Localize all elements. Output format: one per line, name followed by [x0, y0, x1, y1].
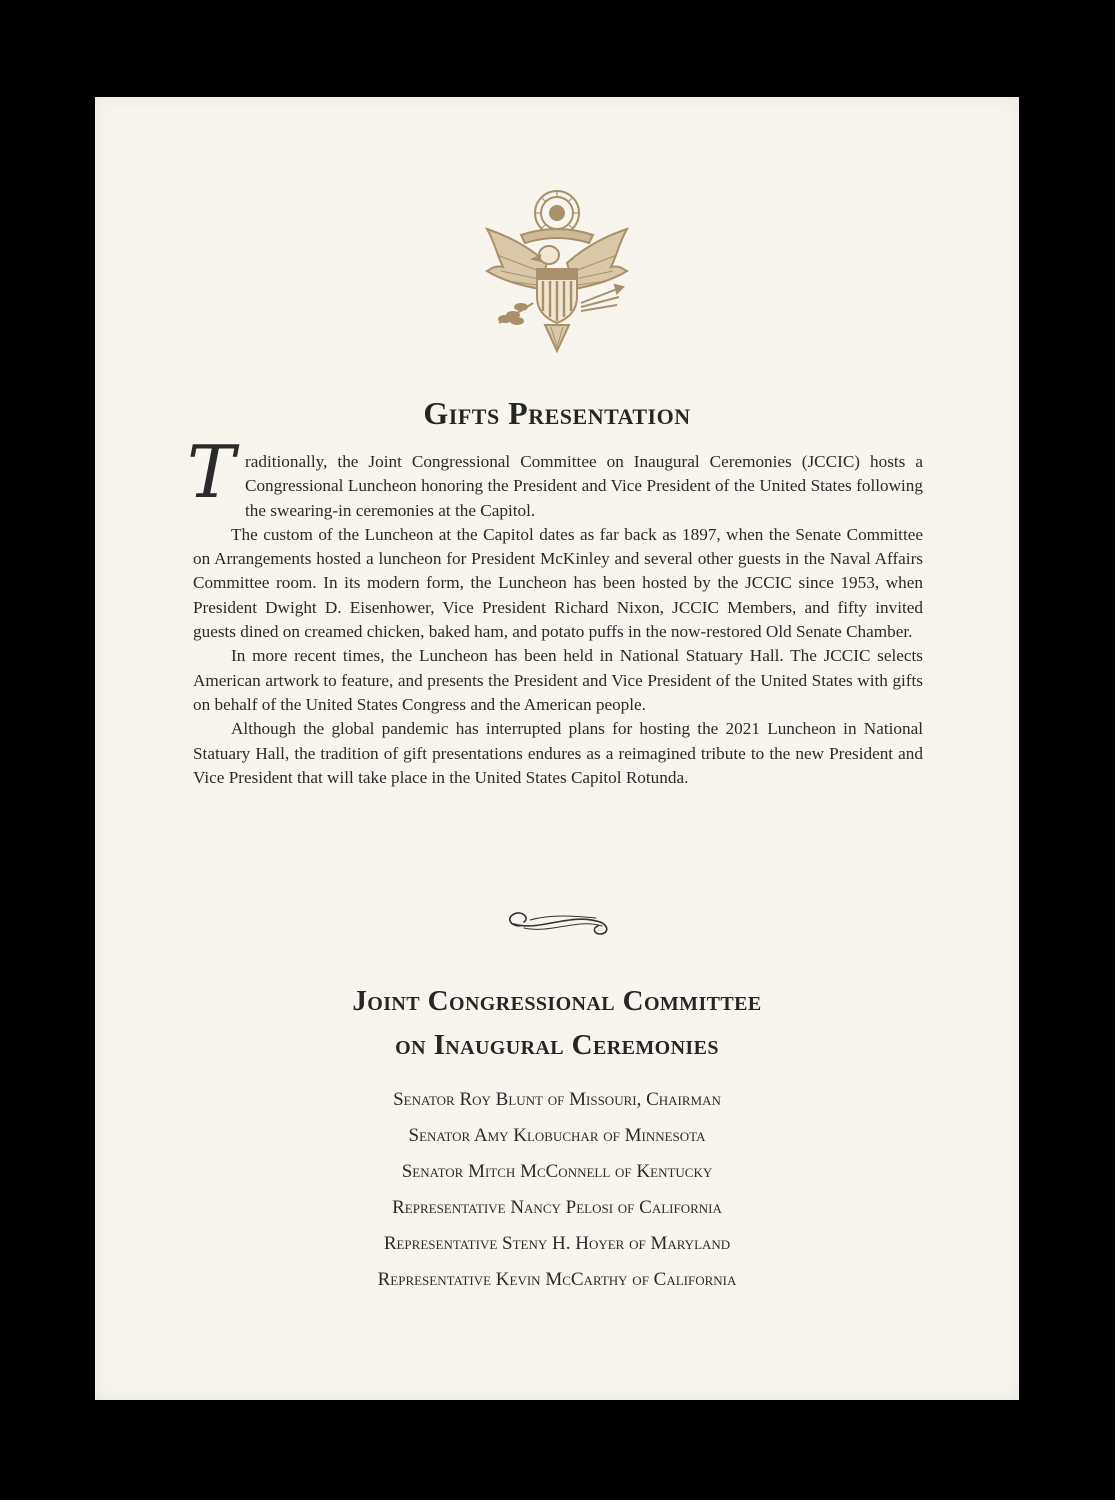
- member-item: Senator Amy Klobuchar of Minnesota: [408, 1125, 706, 1146]
- committee-title-line-2: on Inaugural Ceremonies: [395, 1029, 719, 1061]
- committee-members-list: [95, 1082, 1019, 1298]
- paragraph-recent-times: In more recent times, the Luncheon has been held in National Statuary Hall. The JCCIC selects American artwork to feature, and presents the President and Vice President of the United States with gifts on behalf of the United States Congress and the American people.: [193, 646, 923, 714]
- member-item: Representative Nancy Pelosi of California: [392, 1197, 722, 1218]
- committee-title: [95, 979, 1019, 1067]
- gifts-body: [187, 430, 923, 790]
- program-card: [95, 97, 1019, 1400]
- flourish-ornament-icon: [500, 904, 615, 944]
- paragraph-1-text: raditionally, the Joint Congressional Committee on Inaugural Ceremonies (JCCIC) hosts a Congressional Luncheon honoring the President and Vice President of the United States following the swearing-in ceremonies at the Capitol.: [245, 452, 923, 520]
- drop-cap: T: [187, 430, 236, 514]
- paragraph-traditionally: [187, 430, 923, 523]
- member-item: Representative Kevin McCarthy of California: [377, 1269, 737, 1290]
- member-item: Representative Steny H. Hoyer of Maryland: [383, 1233, 731, 1254]
- paragraph-pandemic: Although the global pandemic has interrupted plans for hosting the 2021 Luncheon in National Statuary Hall, the tradition of gift presentations endures as a reimagined tribute to the new President and Vice President that will take place in the United States Capitol Rotunda.: [193, 719, 923, 787]
- member-item: Senator Roy Blunt of Missouri, Chairman: [393, 1089, 721, 1110]
- committee-title-line-1: Joint Congressional Committee: [352, 985, 762, 1017]
- member-item: Senator Mitch McConnell of Kentucky: [401, 1161, 713, 1182]
- paragraph-custom: The custom of the Luncheon at the Capitol dates as far back as 1897, when the Senate Committee on Arrangements hosted a luncheon for President McKinley and several other guests in the Naval Affairs Committee room. In its modern form, the Luncheon has been hosted by the JCCIC since 1953, when President Dwight D. Eisenhower, Vice President Richard Nixon, JCCIC Members, and fifty invited guests dined on creamed chicken, baked ham, and potato puffs in the now-restored Old Senate Chamber.: [193, 524, 923, 642]
- great-seal-eagle-icon: [477, 185, 637, 355]
- gifts-presentation-title: Gifts Presentation: [423, 395, 691, 431]
